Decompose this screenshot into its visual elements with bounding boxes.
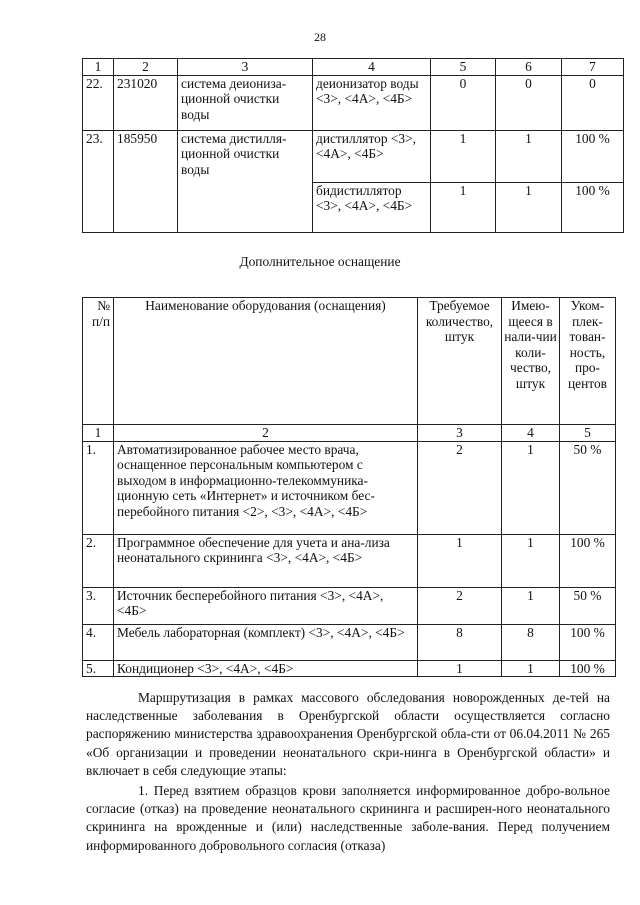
- col-number: 7: [562, 59, 624, 76]
- row-available: 1: [502, 587, 560, 624]
- row-percent: 100 %: [560, 660, 616, 677]
- row-available: 1: [502, 441, 560, 534]
- equipment-table-continued: [82, 58, 624, 233]
- table-row: [83, 587, 616, 624]
- row-system-name: система дистилля-ционной очистки воды: [178, 130, 313, 232]
- column-number-row: [83, 425, 616, 442]
- row-required: 1: [418, 534, 502, 587]
- row-percent: 100 %: [562, 130, 624, 182]
- row-equipment-name: Источник бесперебойного питания <3>, <4А>, <4Б>: [114, 587, 418, 624]
- row-available: 1: [502, 534, 560, 587]
- header-required-quantity: Требуемое количество, штук: [418, 298, 502, 425]
- col-number: 1: [83, 59, 114, 76]
- row-percent: 0: [562, 75, 624, 130]
- row-percent: 50 %: [560, 441, 616, 534]
- col-number: 6: [496, 59, 562, 76]
- body-paragraph: [86, 782, 610, 855]
- row-available: 1: [502, 660, 560, 677]
- row-number: 2.: [83, 534, 114, 587]
- row-system-name: система деиониза-ционной очистки воды: [178, 75, 313, 130]
- table-row: [83, 660, 616, 677]
- table-row: [83, 441, 616, 534]
- section-title: Дополнительное оснащение: [239, 254, 401, 269]
- col-number: 1: [83, 425, 114, 442]
- row-number: 22.: [83, 75, 114, 130]
- page-number: 28: [314, 30, 326, 44]
- header-equipment-name: Наименование оборудования (оснащения): [114, 298, 418, 425]
- col-number: 5: [431, 59, 496, 76]
- row-percent: 50 %: [560, 587, 616, 624]
- header-completeness: Уком-плек-тован-ность, про-центов: [560, 298, 616, 425]
- body-paragraph: [86, 689, 610, 780]
- header-number: № п/п: [83, 298, 114, 425]
- row-number: 23.: [83, 130, 114, 232]
- row-code: 185950: [114, 130, 178, 232]
- row-equipment-name: Автоматизированное рабочее место врача, оснащенное персональным компьютером с выходом в информационно-телекоммуника-ционную сеть «Интернет» и источником бес-перебойного питания <2>, <3>, <4А>, <4Б>: [114, 441, 418, 534]
- row-required: 1: [431, 130, 496, 182]
- table-row: [83, 75, 624, 130]
- table-row: [83, 130, 624, 182]
- row-number: 4.: [83, 624, 114, 660]
- row-equipment-name: Программное обеспечение для учета и ана-лиза неонатального скрининга <3>, <4А>, <4Б>: [114, 534, 418, 587]
- row-item: дистиллятор <3>, <4А>, <4Б>: [313, 130, 431, 182]
- col-number: 3: [418, 425, 502, 442]
- row-equipment-name: Кондиционер <3>, <4А>, <4Б>: [114, 660, 418, 677]
- header-available-quantity: Имею-щееся в нали-чии коли-чество, штук: [502, 298, 560, 425]
- row-required: 1: [431, 182, 496, 232]
- row-available: 8: [502, 624, 560, 660]
- row-available: 1: [496, 130, 562, 182]
- row-required: 1: [418, 660, 502, 677]
- table-header-row: [83, 59, 624, 76]
- col-number: 5: [560, 425, 616, 442]
- paragraph-text: Маршрутизация в рамках массового обследования новорожденных де-тей на наследственные заболевания в Оренбургской области осуществляется согласно распоряжению министерства здравоохранения Оренбургской обла-сти от 06.04.2011 № 265 «Об организации и проведении неонатального скри-нинга в Оренбургской области» и включает в себя следующие этапы:: [86, 690, 610, 778]
- col-number: 2: [114, 425, 418, 442]
- paragraph-text: 1. Перед взятием образцов крови заполняется информированное добро-вольное согласие (отказ) на проведение неонатального скрининга и расширен-ного неонатального скрининга на врожденные и (или) наследственные заболе-вания. Перед получением информированного добровольного согласия (отказа): [86, 783, 610, 853]
- row-percent: 100 %: [560, 624, 616, 660]
- table-row: [83, 624, 616, 660]
- row-percent: 100 %: [560, 534, 616, 587]
- col-number: 3: [178, 59, 313, 76]
- row-equipment-name: Мебель лабораторная (комплект) <3>, <4А>, <4Б>: [114, 624, 418, 660]
- row-available: 0: [496, 75, 562, 130]
- row-item: бидистиллятор <3>, <4А>, <4Б>: [313, 182, 431, 232]
- row-required: 2: [418, 587, 502, 624]
- col-number: 2: [114, 59, 178, 76]
- row-required: 0: [431, 75, 496, 130]
- row-required: 8: [418, 624, 502, 660]
- row-item: деионизатор воды <3>, <4А>, <4Б>: [313, 75, 431, 130]
- row-number: 5.: [83, 660, 114, 677]
- row-required: 2: [418, 441, 502, 534]
- row-available: 1: [496, 182, 562, 232]
- row-number: 3.: [83, 587, 114, 624]
- col-number: 4: [502, 425, 560, 442]
- col-number: 4: [313, 59, 431, 76]
- additional-equipment-table: [82, 297, 616, 677]
- row-code: 231020: [114, 75, 178, 130]
- row-number: 1.: [83, 441, 114, 534]
- table-header-row: [83, 298, 616, 425]
- row-percent: 100 %: [562, 182, 624, 232]
- table-row: [83, 534, 616, 587]
